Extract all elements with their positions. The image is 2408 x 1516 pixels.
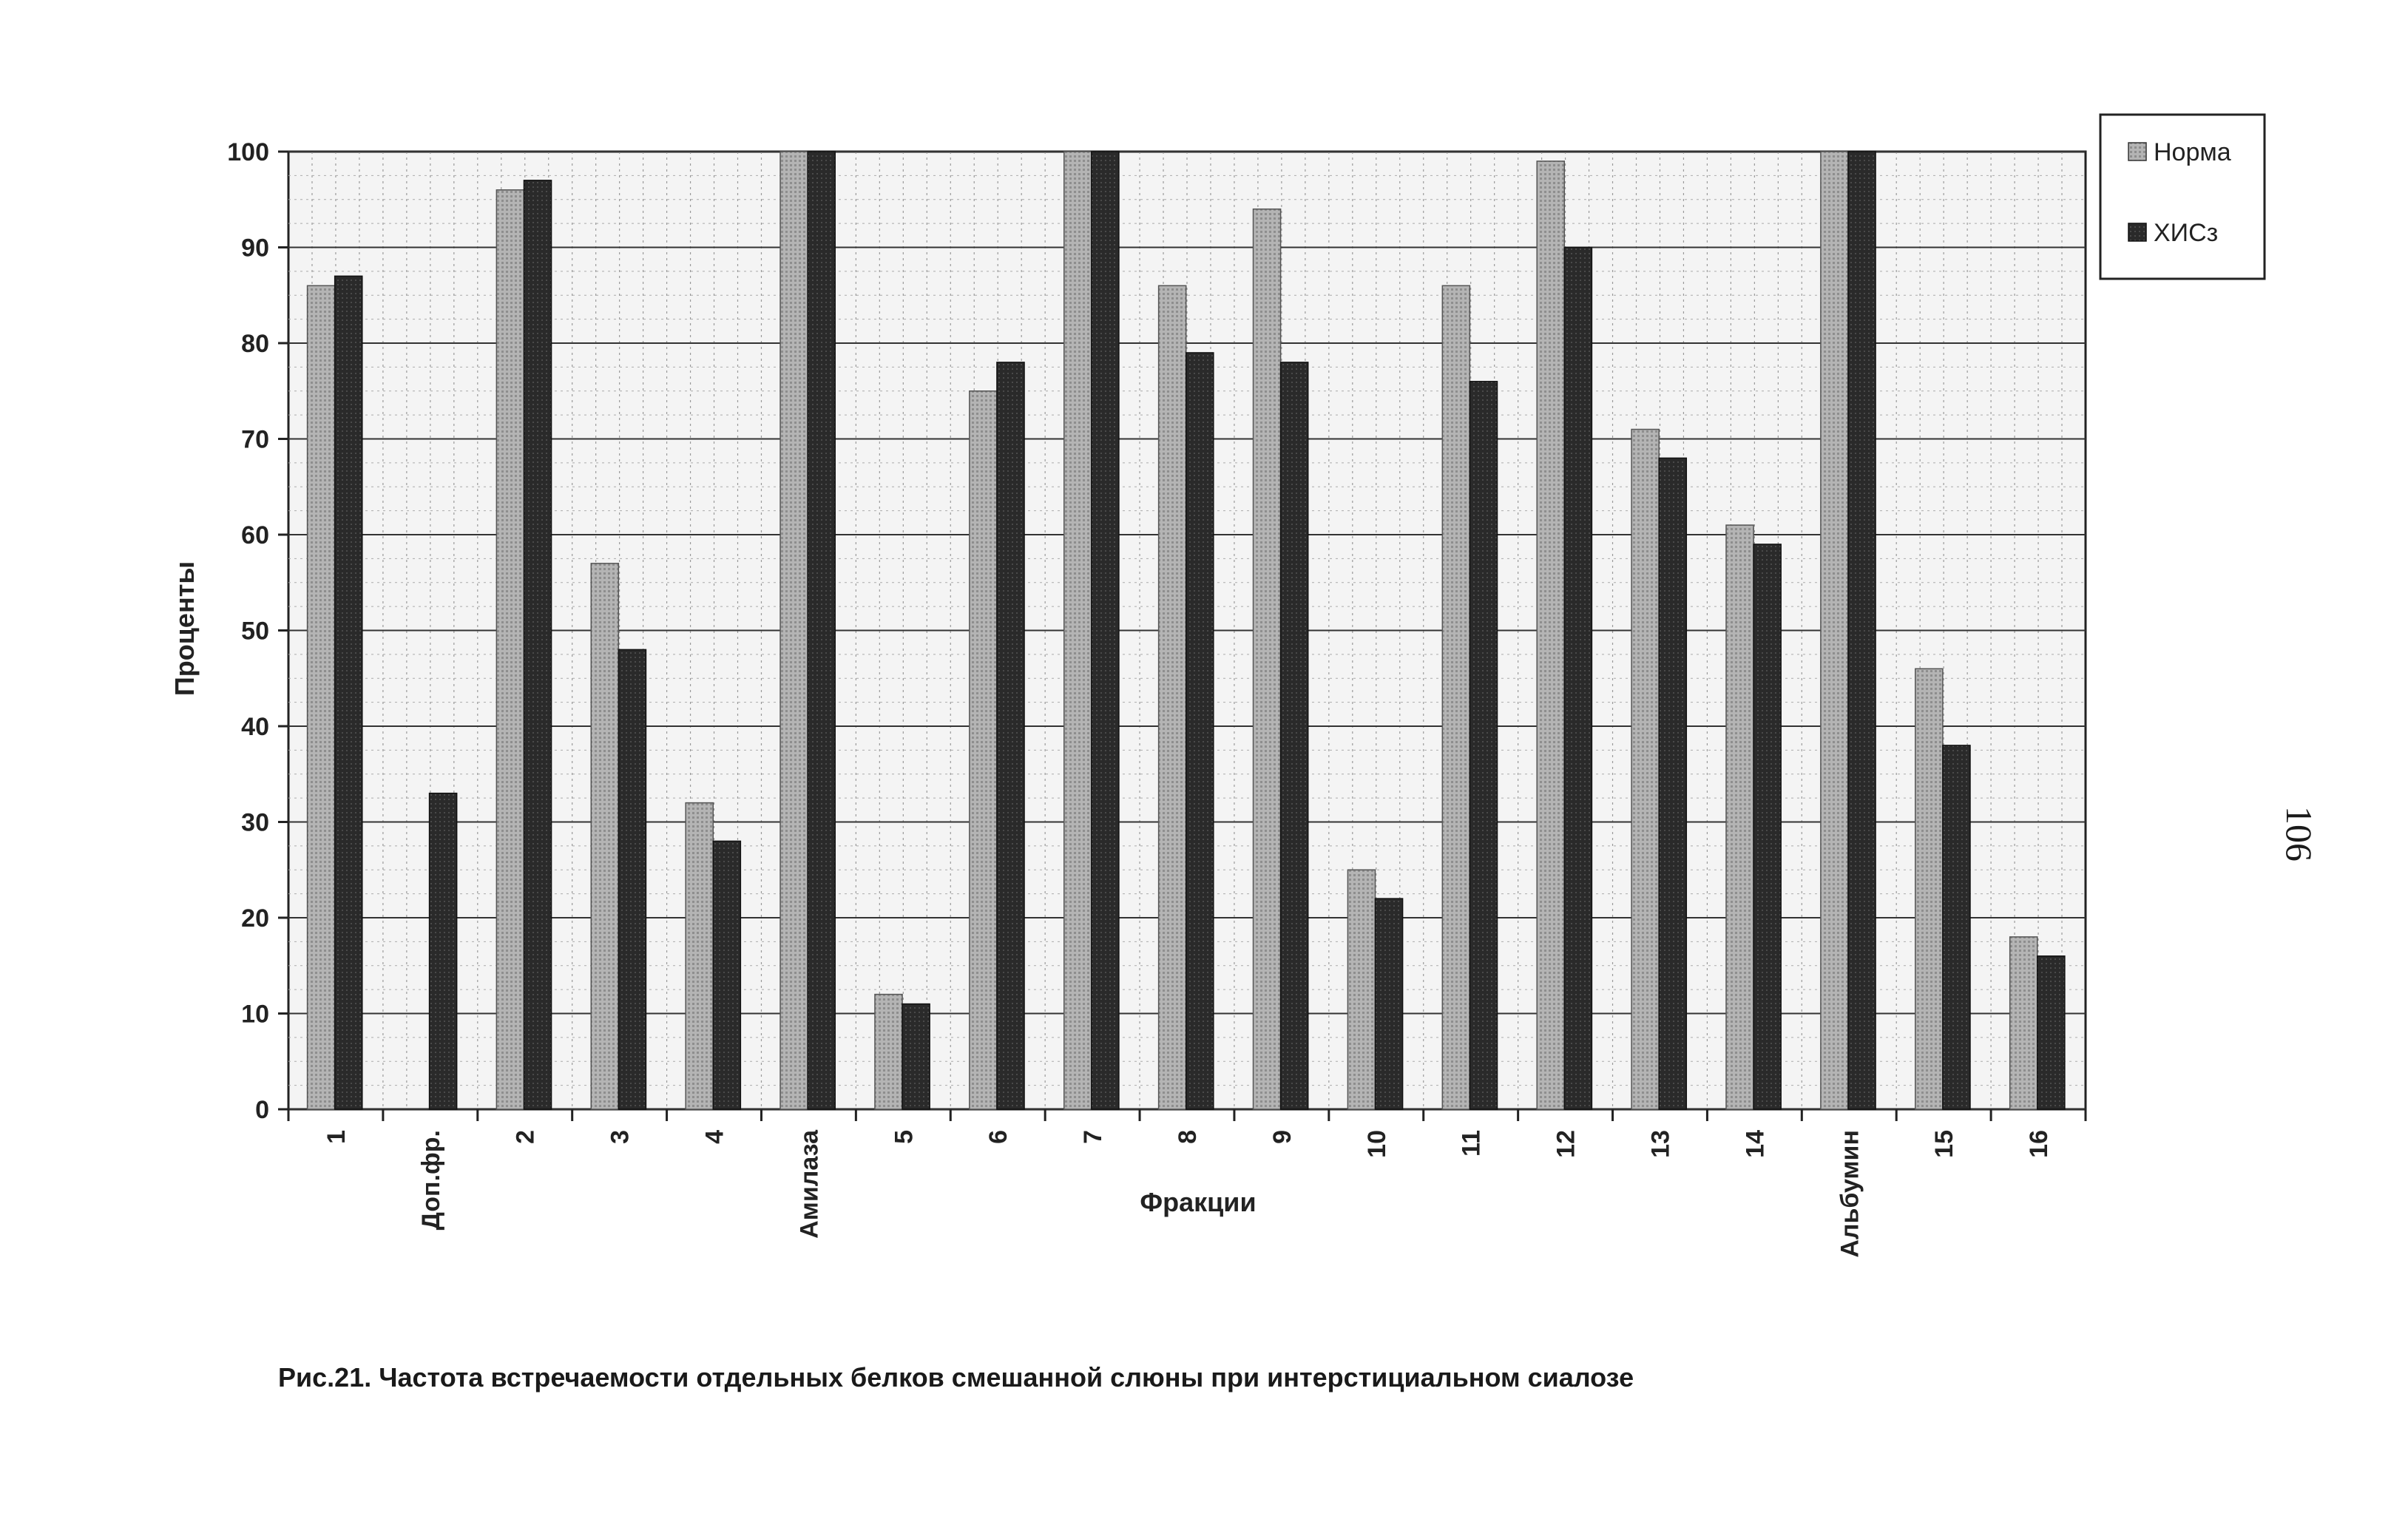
bar-norma-15 [1726,525,1753,1109]
bar-xis-15 [1753,544,1781,1109]
y-tick-label: 10 [241,1000,269,1029]
bar-xis-17 [1943,745,1970,1109]
x-tick-label: Амилаза [795,1130,824,1239]
x-tick-label: 3 [606,1130,635,1144]
bar-norma-16 [1821,152,1848,1109]
x-tick-label: 12 [1552,1130,1580,1158]
x-tick-label: 13 [1646,1130,1675,1158]
bar-norma-2 [496,190,524,1109]
bar-xis-18 [2037,956,2065,1109]
bar-norma-4 [686,803,713,1109]
x-tick-label: 5 [890,1130,919,1144]
bar-xis-9 [1186,353,1214,1109]
bar-norma-9 [1159,285,1186,1109]
bar-norma-17 [1915,669,1943,1109]
y-tick-label: 20 [241,904,269,933]
x-tick-label: 16 [2025,1130,2054,1158]
y-tick-label: 100 [227,138,269,166]
x-axis-title: Фракции [1140,1187,1257,1217]
x-tick-label: 9 [1268,1130,1296,1144]
bar-norma-3 [591,564,618,1109]
x-tick-label: 1 [322,1130,351,1144]
y-tick-label: 30 [241,808,269,837]
y-tick-label: 40 [241,713,269,741]
x-tick-label: 14 [1741,1130,1770,1158]
bar-xis-4 [713,841,740,1109]
y-axis-title: Проценты [169,561,200,697]
bar-norma-14 [1631,430,1659,1109]
y-tick-label: 50 [241,617,269,646]
bar-norma-10 [1254,209,1281,1109]
bar-xis-1 [430,793,457,1109]
x-axis [288,1109,2086,1258]
bar-xis-11 [1376,899,1403,1109]
bar-xis-7 [997,362,1024,1109]
bar-norma-13 [1537,161,1564,1109]
legend-swatch-xis [2128,223,2146,241]
bar-norma-0 [308,285,335,1109]
y-tick-label: 0 [255,1096,269,1124]
x-tick-label: Доп.фр. [416,1130,445,1231]
x-tick-label: 2 [511,1130,540,1144]
x-tick-label: Альбумин [1836,1130,1864,1258]
figure-caption: Рис.21. Частота встречаемости отдельных белков смешанной слюны при интерстициальном сиалозе [278,1362,1634,1393]
x-tick-label: 8 [1174,1130,1202,1144]
bar-xis-16 [1848,152,1876,1109]
y-tick-label: 80 [241,330,269,358]
x-tick-label: 4 [700,1130,729,1144]
bar-xis-8 [1092,152,1119,1109]
x-tick-label: 7 [1079,1130,1108,1144]
bar-xis-5 [808,152,835,1109]
bar-norma-8 [1064,152,1092,1109]
x-tick-label: 6 [984,1130,1013,1144]
bar-xis-10 [1281,362,1308,1109]
legend-swatch-norma [2128,143,2146,160]
y-tick-label: 70 [241,425,269,454]
y-tick-label: 90 [241,234,269,263]
legend-label-xis: ХИСз [2154,219,2219,247]
bar-xis-6 [902,1004,930,1109]
bar-norma-6 [875,995,902,1109]
bar-norma-7 [970,391,997,1109]
bar-norma-11 [1347,870,1375,1109]
y-tick-label: 60 [241,521,269,549]
bar-norma-18 [2010,937,2037,1109]
legend-label-norma: Норма [2154,138,2231,166]
bar-norma-5 [780,152,808,1109]
bar-xis-13 [1564,248,1592,1110]
page-number: 106 [2279,806,2320,862]
bar-xis-2 [524,180,551,1109]
bar-xis-12 [1470,382,1497,1109]
x-tick-label: 15 [1930,1130,1959,1158]
bar-xis-14 [1659,458,1686,1109]
bar-xis-0 [335,276,362,1109]
x-tick-label: 11 [1457,1130,1486,1157]
bar-norma-12 [1442,285,1470,1109]
legend [2100,115,2265,279]
bar-xis-3 [618,649,646,1109]
x-tick-label: 10 [1362,1130,1391,1158]
y-axis [227,138,288,1124]
